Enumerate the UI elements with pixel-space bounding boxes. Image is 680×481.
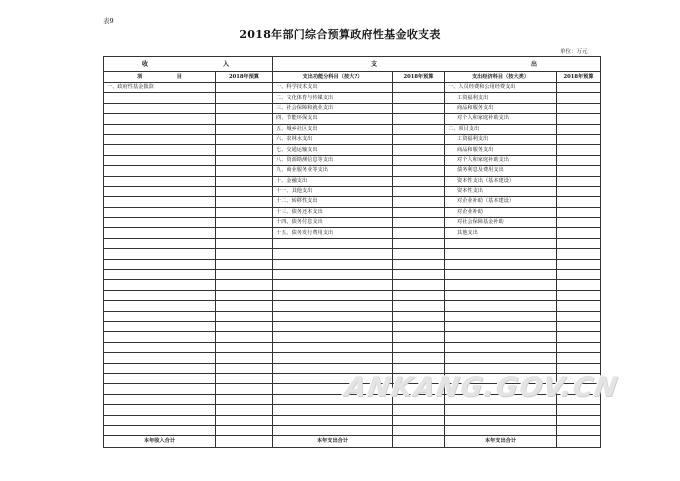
income-item-cell	[104, 249, 216, 259]
income-budget-cell	[216, 218, 273, 228]
economic-item-cell	[445, 270, 557, 280]
function-item-cell	[273, 363, 393, 373]
table-number-label: 表9	[103, 17, 114, 25]
income-item-cell	[104, 259, 216, 269]
totals-row	[104, 436, 601, 448]
function-total-label: 本年支出合计	[273, 436, 393, 448]
function-budget-cell	[393, 145, 445, 155]
document-title: 2018年部门综合预算政府性基金收支表	[239, 28, 441, 41]
table-row	[104, 321, 601, 331]
table-row	[104, 301, 601, 311]
table-row	[104, 415, 601, 425]
function-item-cell: 十五、债务发行费用支出	[273, 228, 393, 238]
economic-item-cell	[445, 238, 557, 248]
income-item-cell	[104, 363, 216, 373]
income-budget-cell	[216, 207, 273, 217]
function-budget-cell	[393, 155, 445, 165]
function-item-cell: 十、金融支出	[273, 176, 393, 186]
function-budget-cell	[393, 197, 445, 207]
function-budget-cell	[393, 425, 445, 435]
table-row	[104, 259, 601, 269]
income-item-cell	[104, 155, 216, 165]
income-item-cell	[104, 353, 216, 363]
income-budget-cell	[216, 134, 273, 144]
income-budget-cell	[216, 124, 273, 134]
economic-budget-cell	[557, 83, 601, 93]
income-item-cell	[104, 425, 216, 435]
economic-item-cell	[445, 425, 557, 435]
table-row	[104, 218, 601, 228]
function-budget-cell	[393, 124, 445, 134]
economic-budget-header: 2018年预算	[557, 72, 601, 83]
economic-budget-cell	[557, 228, 601, 238]
expense-header-char-2: 出	[531, 60, 538, 68]
economic-budget-cell	[557, 405, 601, 415]
income-item-cell	[104, 166, 216, 176]
income-budget-cell	[216, 228, 273, 238]
function-budget-cell	[393, 134, 445, 144]
economic-budget-cell	[557, 155, 601, 165]
economic-budget-cell	[557, 259, 601, 269]
income-budget-cell	[216, 321, 273, 331]
economic-budget-cell	[557, 218, 601, 228]
function-item-cell	[273, 394, 393, 404]
income-item-cell	[104, 228, 216, 238]
function-budget-cell	[393, 218, 445, 228]
function-budget-cell	[393, 270, 445, 280]
income-group-header	[104, 57, 273, 72]
economic-budget-cell	[557, 166, 601, 176]
economic-item-cell: 商品和服务支出	[445, 145, 557, 155]
economic-budget-cell	[557, 270, 601, 280]
expense-group-header	[273, 57, 601, 72]
function-budget-cell	[393, 363, 445, 373]
income-budget-cell	[216, 186, 273, 196]
economic-budget-cell	[557, 332, 601, 342]
economic-item-cell	[445, 290, 557, 300]
function-item-cell	[273, 238, 393, 248]
income-item-cell	[104, 415, 216, 425]
table-row	[104, 186, 601, 196]
table-row	[104, 394, 601, 404]
economic-budget-cell	[557, 321, 601, 331]
function-item-cell	[273, 332, 393, 342]
economic-budget-cell	[557, 311, 601, 321]
income-item-cell	[104, 342, 216, 352]
function-item-cell: 七、交通运输支出	[273, 145, 393, 155]
function-class-header: 支出功能分科目（按大?）	[273, 72, 393, 83]
table-body	[104, 83, 601, 436]
economic-item-cell	[445, 249, 557, 259]
economic-budget-cell	[557, 342, 601, 352]
table-row	[104, 353, 601, 363]
table-row	[104, 405, 601, 415]
income-item-header-char-2: 目	[176, 73, 182, 80]
income-budget-cell	[216, 363, 273, 373]
economic-budget-cell	[557, 145, 601, 155]
income-budget-cell	[216, 425, 273, 435]
table-row	[104, 228, 601, 238]
table-row	[104, 197, 601, 207]
economic-item-cell: 对个人和家庭补助支出	[445, 114, 557, 124]
income-total-label: 本年收入合计	[104, 436, 216, 448]
economic-item-cell	[445, 332, 557, 342]
income-budget-cell	[216, 290, 273, 300]
function-budget-cell	[393, 280, 445, 290]
income-budget-cell	[216, 384, 273, 394]
income-item-header-char-1: 项	[137, 73, 143, 80]
income-budget-cell	[216, 405, 273, 415]
function-budget-cell	[393, 186, 445, 196]
economic-budget-cell	[557, 290, 601, 300]
economic-budget-cell	[557, 384, 601, 394]
economic-item-cell	[445, 384, 557, 394]
economic-budget-cell	[557, 425, 601, 435]
function-item-cell: 五、城乡社区支出	[273, 124, 393, 134]
table-row	[104, 363, 601, 373]
table-row	[104, 155, 601, 165]
economic-class-header: 支出经济科目（按大类）	[445, 72, 557, 83]
function-budget-cell	[393, 301, 445, 311]
economic-budget-cell	[557, 415, 601, 425]
table-row	[104, 425, 601, 435]
economic-item-cell: 其他支出	[445, 228, 557, 238]
function-item-cell: 十四、债务付息支出	[273, 218, 393, 228]
expense-header-char-1: 支	[371, 60, 378, 68]
function-item-cell: 二、文化体育与传媒支出	[273, 93, 393, 103]
economic-budget-cell	[557, 353, 601, 363]
income-budget-cell	[216, 103, 273, 113]
economic-item-cell	[445, 353, 557, 363]
income-item-header	[104, 72, 216, 83]
economic-budget-cell	[557, 114, 601, 124]
income-budget-cell	[216, 93, 273, 103]
income-budget-cell	[216, 155, 273, 165]
table-row	[104, 145, 601, 155]
function-item-cell	[273, 405, 393, 415]
economic-item-cell	[445, 394, 557, 404]
income-item-cell	[104, 270, 216, 280]
income-budget-cell	[216, 166, 273, 176]
income-item-cell	[104, 373, 216, 383]
income-budget-cell	[216, 83, 273, 93]
income-budget-header: 2018年预算	[216, 72, 273, 83]
table-row	[104, 270, 601, 280]
group-header-row	[104, 57, 601, 72]
income-budget-cell	[216, 311, 273, 321]
budget-table	[103, 56, 601, 448]
economic-item-cell: 对社会保障基金补助	[445, 218, 557, 228]
income-budget-cell	[216, 301, 273, 311]
income-total-value	[216, 436, 273, 448]
table-row	[104, 134, 601, 144]
function-budget-cell	[393, 321, 445, 331]
income-item-cell	[104, 103, 216, 113]
function-total-value	[393, 436, 445, 448]
unit-label: 单位：万元	[560, 49, 588, 55]
income-item-cell	[104, 145, 216, 155]
function-item-cell	[273, 270, 393, 280]
economic-budget-cell	[557, 197, 601, 207]
economic-item-cell	[445, 259, 557, 269]
function-item-cell	[273, 373, 393, 383]
economic-budget-cell	[557, 280, 601, 290]
function-item-cell	[273, 353, 393, 363]
income-item-cell	[104, 280, 216, 290]
economic-total-value	[557, 436, 601, 448]
function-item-cell: 四、节能环保支出	[273, 114, 393, 124]
table-row	[104, 332, 601, 342]
table-row	[104, 207, 601, 217]
function-budget-cell	[393, 114, 445, 124]
function-budget-cell	[393, 405, 445, 415]
function-budget-cell	[393, 353, 445, 363]
function-item-cell	[273, 311, 393, 321]
function-item-cell	[273, 415, 393, 425]
table-row	[104, 342, 601, 352]
economic-item-cell: 对企业补助	[445, 207, 557, 217]
economic-item-cell: 债务利息及费用支出	[445, 166, 557, 176]
income-budget-cell	[216, 415, 273, 425]
income-budget-cell	[216, 238, 273, 248]
economic-item-cell: 二、项目支出	[445, 124, 557, 134]
income-item-cell	[104, 321, 216, 331]
table-row	[104, 176, 601, 186]
income-item-cell	[104, 186, 216, 196]
income-item-cell	[104, 114, 216, 124]
income-item-cell	[104, 238, 216, 248]
economic-item-cell: 对个人和家庭补助支出	[445, 155, 557, 165]
function-item-cell	[273, 321, 393, 331]
function-item-cell	[273, 259, 393, 269]
economic-item-cell: 工资福利支出	[445, 134, 557, 144]
economic-item-cell	[445, 321, 557, 331]
function-budget-cell	[393, 394, 445, 404]
economic-budget-cell	[557, 93, 601, 103]
income-budget-cell	[216, 332, 273, 342]
table-row	[104, 166, 601, 176]
economic-item-cell	[445, 373, 557, 383]
function-budget-cell	[393, 176, 445, 186]
income-header-char-2: 入	[222, 60, 229, 68]
income-budget-cell	[216, 259, 273, 269]
function-item-cell	[273, 425, 393, 435]
economic-budget-cell	[557, 238, 601, 248]
income-budget-cell	[216, 176, 273, 186]
economic-item-cell	[445, 311, 557, 321]
income-item-cell	[104, 301, 216, 311]
economic-budget-cell	[557, 207, 601, 217]
income-item-cell: 一、政府性基金拨款	[104, 83, 216, 93]
function-budget-cell	[393, 83, 445, 93]
income-budget-cell	[216, 394, 273, 404]
income-budget-cell	[216, 114, 273, 124]
function-item-cell: 六、农林水支出	[273, 134, 393, 144]
income-item-cell	[104, 311, 216, 321]
function-item-cell: 三、社会保障和就业支出	[273, 103, 393, 113]
table-row	[104, 280, 601, 290]
table-row	[104, 114, 601, 124]
economic-item-cell	[445, 405, 557, 415]
economic-budget-cell	[557, 186, 601, 196]
economic-item-cell: 资本性支出	[445, 186, 557, 196]
site-watermark: ANKANG.GOV.CN	[342, 372, 621, 403]
table-row	[104, 290, 601, 300]
income-item-cell	[104, 405, 216, 415]
economic-budget-cell	[557, 124, 601, 134]
function-budget-cell	[393, 311, 445, 321]
income-item-cell	[104, 218, 216, 228]
income-budget-cell	[216, 270, 273, 280]
function-budget-cell	[393, 290, 445, 300]
economic-budget-cell	[557, 134, 601, 144]
economic-item-cell	[445, 363, 557, 373]
economic-item-cell: 对企业补助（基本建设）	[445, 197, 557, 207]
function-budget-cell	[393, 207, 445, 217]
function-budget-cell	[393, 259, 445, 269]
table-row	[104, 103, 601, 113]
function-budget-cell	[393, 384, 445, 394]
income-budget-cell	[216, 145, 273, 155]
economic-budget-cell	[557, 394, 601, 404]
income-item-cell	[104, 124, 216, 134]
function-budget-cell	[393, 342, 445, 352]
column-header-row	[104, 72, 601, 83]
function-budget-cell	[393, 103, 445, 113]
economic-item-cell	[445, 415, 557, 425]
economic-item-cell: 资本性支出（基本建设）	[445, 176, 557, 186]
table-row	[104, 311, 601, 321]
table-row	[104, 93, 601, 103]
function-item-cell	[273, 342, 393, 352]
economic-budget-cell	[557, 301, 601, 311]
function-item-cell: 十一、其他支出	[273, 186, 393, 196]
table-row	[104, 373, 601, 383]
income-budget-cell	[216, 249, 273, 259]
economic-total-label: 本年支出合计	[445, 436, 557, 448]
income-budget-cell	[216, 373, 273, 383]
function-item-cell	[273, 384, 393, 394]
economic-item-cell	[445, 280, 557, 290]
income-item-cell	[104, 134, 216, 144]
function-budget-cell	[393, 93, 445, 103]
table-row	[104, 83, 601, 93]
function-item-cell: 十三、债务还本支出	[273, 207, 393, 217]
function-budget-cell	[393, 332, 445, 342]
economic-item-cell: 工资福利支出	[445, 93, 557, 103]
economic-item-cell: 商品和服务支出	[445, 103, 557, 113]
table-row	[104, 124, 601, 134]
economic-budget-cell	[557, 176, 601, 186]
function-budget-cell	[393, 249, 445, 259]
function-item-cell	[273, 280, 393, 290]
function-item-cell	[273, 301, 393, 311]
economic-budget-cell	[557, 373, 601, 383]
function-item-cell: 一、科学技术支出	[273, 83, 393, 93]
function-item-cell: 十二、转移性支出	[273, 197, 393, 207]
income-header-char-1: 收	[142, 60, 149, 68]
economic-item-cell	[445, 301, 557, 311]
economic-item-cell: 一、人员经费和公用经费支出	[445, 83, 557, 93]
function-item-cell: 八、资源勘测信息等支出	[273, 155, 393, 165]
income-budget-cell	[216, 353, 273, 363]
function-budget-header: 2018年预算	[393, 72, 445, 83]
income-item-cell	[104, 207, 216, 217]
income-item-cell	[104, 290, 216, 300]
economic-item-cell	[445, 342, 557, 352]
income-budget-cell	[216, 197, 273, 207]
income-item-cell	[104, 93, 216, 103]
function-budget-cell	[393, 228, 445, 238]
economic-budget-cell	[557, 249, 601, 259]
income-item-cell	[104, 332, 216, 342]
function-item-cell	[273, 290, 393, 300]
income-item-cell	[104, 384, 216, 394]
table-row	[104, 238, 601, 248]
table-row	[104, 384, 601, 394]
economic-budget-cell	[557, 103, 601, 113]
table-row	[104, 249, 601, 259]
function-budget-cell	[393, 166, 445, 176]
function-budget-cell	[393, 238, 445, 248]
function-item-cell: 九、商业服务业等支出	[273, 166, 393, 176]
income-item-cell	[104, 394, 216, 404]
function-item-cell	[273, 249, 393, 259]
function-budget-cell	[393, 415, 445, 425]
income-budget-cell	[216, 342, 273, 352]
economic-budget-cell	[557, 363, 601, 373]
income-item-cell	[104, 176, 216, 186]
income-item-cell	[104, 197, 216, 207]
income-budget-cell	[216, 280, 273, 290]
function-budget-cell	[393, 373, 445, 383]
